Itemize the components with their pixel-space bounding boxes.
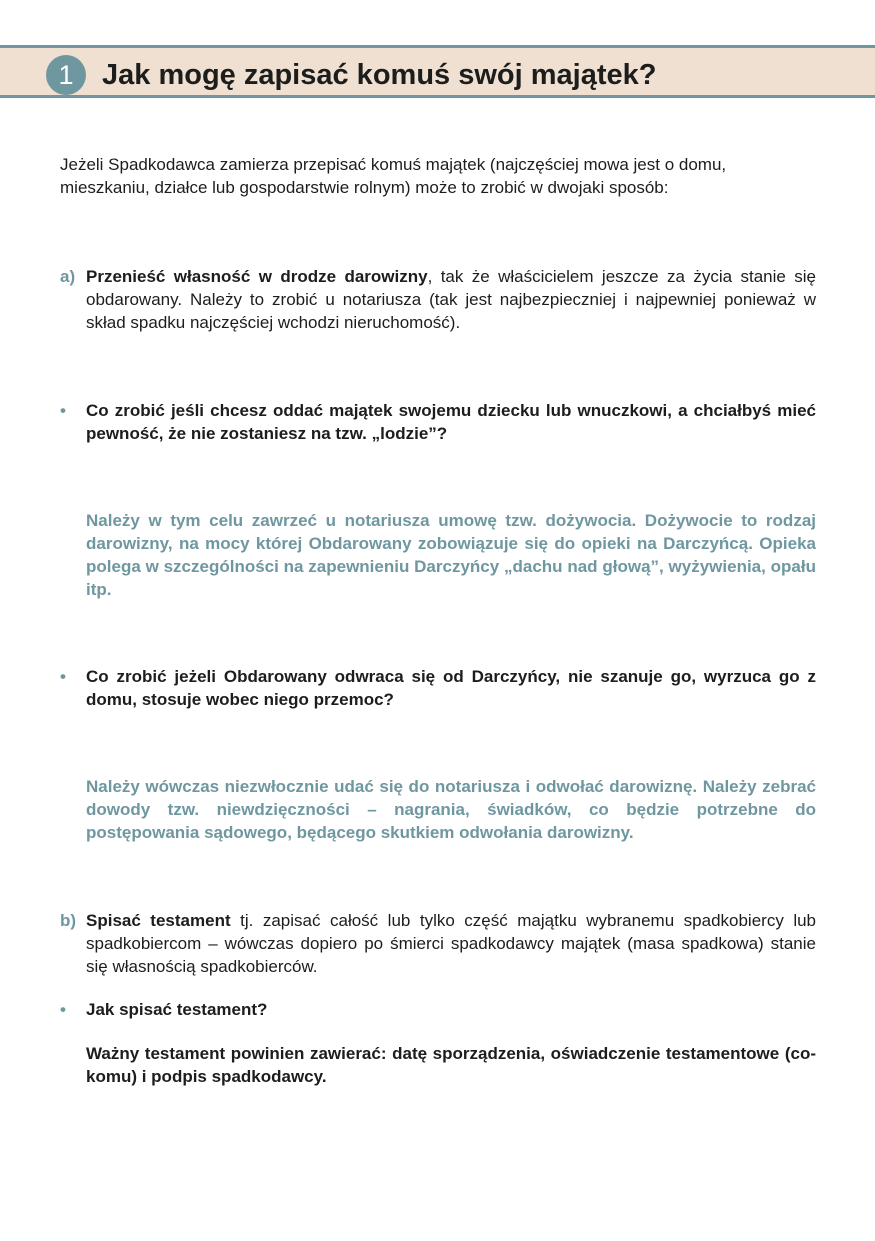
option-a-text: , tak że właścicielem jeszcze za życia stanie się obdarowany. Należy to zrobić u notariusza (tak jest najbezpieczniej i najpewniej ponieważ w skład spadku najczęściej wchodzi nieruchomość). [86,267,816,332]
bullet-icon: • [60,667,66,686]
answer-1: Należy w tym celu zawrzeć u notariusza umowę tzw. dożywocia. Dożywocie to rodzaj darowizny, na mocy której Obdarowany zobowiązuje się do opieki na Darczyńcą. Opieka polega w szczególności na zapewnieniu Darczyńcy „dachu nad głową”, wyżywienia, opału itp. [86,511,816,599]
option-a-paragraph [86,265,816,334]
answer-3: Ważny testament powinien zawierać: datę sporządzenia, oświadczenie testamentowe (co-komu) i podpis spadkodawcy. [86,1044,816,1086]
option-b-heading: Spisać testament [86,911,231,930]
intro-paragraph: Jeżeli Spadkodawca zamierza przepisać komuś majątek (najczęściej mowa jest o domu, mieszkaniu, działce lub gospodarstwie rolnym) może to zrobić w dwojaki sposób: [60,155,727,197]
bullet-icon: • [60,1000,66,1019]
question-3: Jak spisać testament? [86,1000,268,1019]
question-1: Co zrobić jeśli chcesz oddać majątek swojemu dziecku lub wnuczkowi, a chciałbyś mieć pewność, że nie zostaniesz na tzw. „lodzie”? [86,401,816,443]
option-b-text: tj. zapisać całość lub tylko część majątku wybranemu spadkobiercy lub spadkobiercom – wówczas dopiero po śmierci spadkodawcy majątek (masa spadkowa) stanie się własnością spadkobierców. [86,911,817,976]
option-a-label: a) [60,267,76,286]
option-a-heading: Przenieść własność w drodze darowizny [86,267,428,286]
option-b-label: b) [60,911,77,930]
answer-2: Należy wówczas niezwłocznie udać się do notariusza i odwołać darowiznę. Należy zebrać dowody tzw. niewdzięczności – nagrania, świadków, co będzie potrzebne do postępowania sądowego, będącego skutkiem odwołania darowizny. [86,777,816,842]
option-b-paragraph [86,909,816,978]
section-number-badge: 1 [46,55,86,95]
bullet-icon: • [60,401,66,420]
question-2: Co zrobić jeżeli Obdarowany odwraca się od Darczyńcy, nie szanuje go, wyrzuca go z domu, stosuje wobec niego przemoc? [86,667,816,709]
page-title: Jak mogę zapisać komuś swój majątek? [102,59,657,91]
